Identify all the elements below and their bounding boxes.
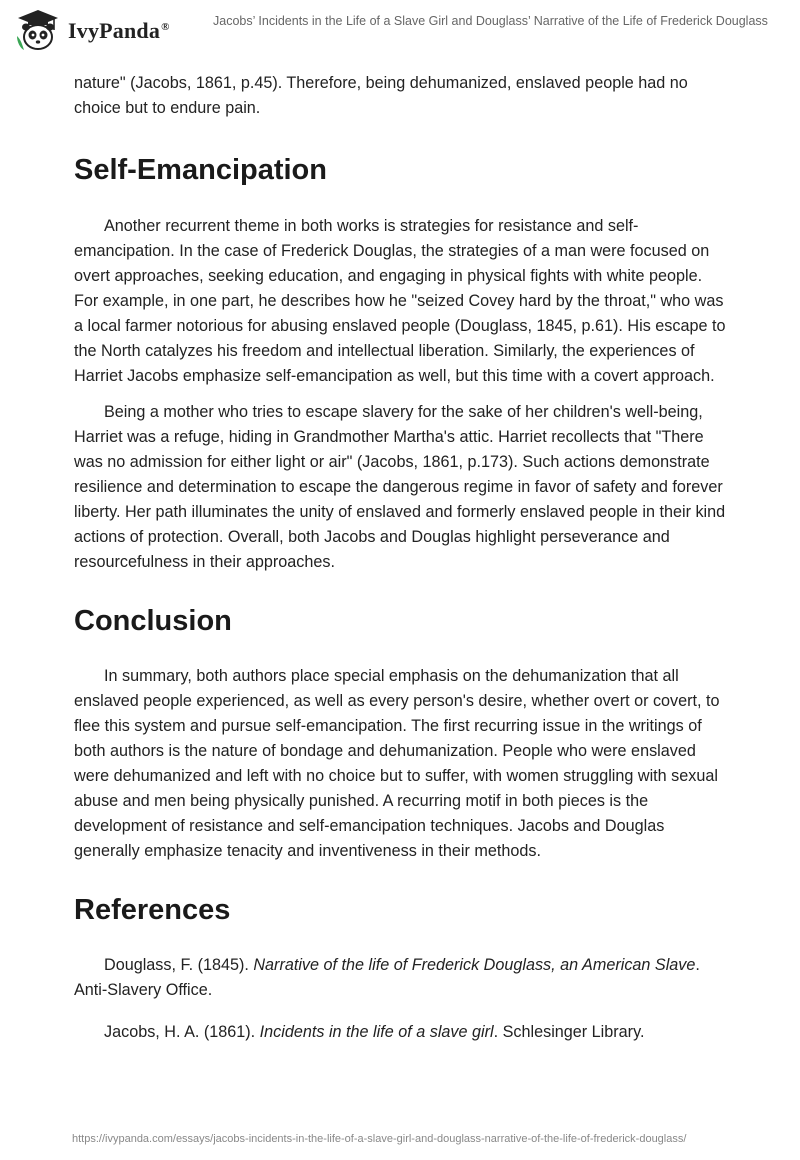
document-body: [74, 71, 730, 1045]
section-heading-self-emancipation: Self-Emancipation: [74, 154, 327, 186]
section-heading-conclusion: Conclusion: [74, 605, 232, 637]
source-url[interactable]: https://ivypanda.com/essays/jacobs-incidents-in-the-life-of-a-slave-girl-and-douglass-narrative-of-the-life-of-frederick-douglass/: [72, 1133, 687, 1145]
conclusion-paragraph: In summary, both authors place special emphasis on the dehumanization that all enslaved people experienced, as well as every person's desire, whether overt or covert, to flee this system and pursue self-emancipation. The first recurring issue in the writings of both authors is the nature of bondage and dehumanization. People who were enslaved were dehumanized and left with no choice but to suffer, with women struggling with sexual abuse and men being physically punished. A recurring motif in both pieces is the development of resistance and self-emancipation techniques. Jacobs and Douglas generally emphasize tenacity and inventiveness in their methods.: [74, 667, 720, 860]
body-paragraph: Being a mother who tries to escape slavery for the sake of her children's well-being, Harriet was a refuge, hiding in Grandmother Martha's attic. Harriet recollects that "There was no admission for either light or air" (Jacobs, 1861, p.173). Such actions demonstrate resilience and determination to escape the dangerous regime in favor of safety and forever liberty. Her path illuminates the unity of enslaved and formerly enslaved people in their kind actions of protection. Overall, both Jacobs and Douglas highlight perseverance and resourcefulness in their approaches.: [74, 403, 726, 571]
reference-item: Douglass, F. (1845). Narrative of the life of Frederick Douglass, an American Slave. Anti-Slavery Office.: [74, 956, 700, 999]
brand-logo[interactable]: [14, 8, 170, 54]
document-title: Jacobs’ Incidents in the Life of a Slave Girl and Douglass’ Narrative of the Life of Frederick Douglass: [213, 14, 768, 28]
section-heading-references: References: [74, 894, 231, 926]
continuation-paragraph: nature" (Jacobs, 1861, p.45). Therefore, being dehumanized, enslaved people had no choice but to endure pain.: [74, 74, 688, 117]
brand-name: IvyPanda®: [68, 18, 170, 43]
reference-item: Jacobs, H. A. (1861). Incidents in the life of a slave girl. Schlesinger Library.: [104, 1023, 645, 1041]
panda-graduation-cap-icon: [14, 8, 62, 54]
body-paragraph: Another recurrent theme in both works is strategies for resistance and self-emancipation. In the case of Frederick Douglas, the strategies of a man were focused on overt approaches, seeking education, and engaging in physical fights with white people. For example, in one part, he describes how he "seized Covey hard by the throat," who was a local farmer notorious for abusing enslaved people (Douglass, 1845, p.61). His escape to the North catalyzes his freedom and intellectual liberation. Similarly, the experiences of Harriet Jacobs emphasize self-emancipation as well, but this time with a covert approach.: [74, 217, 726, 385]
